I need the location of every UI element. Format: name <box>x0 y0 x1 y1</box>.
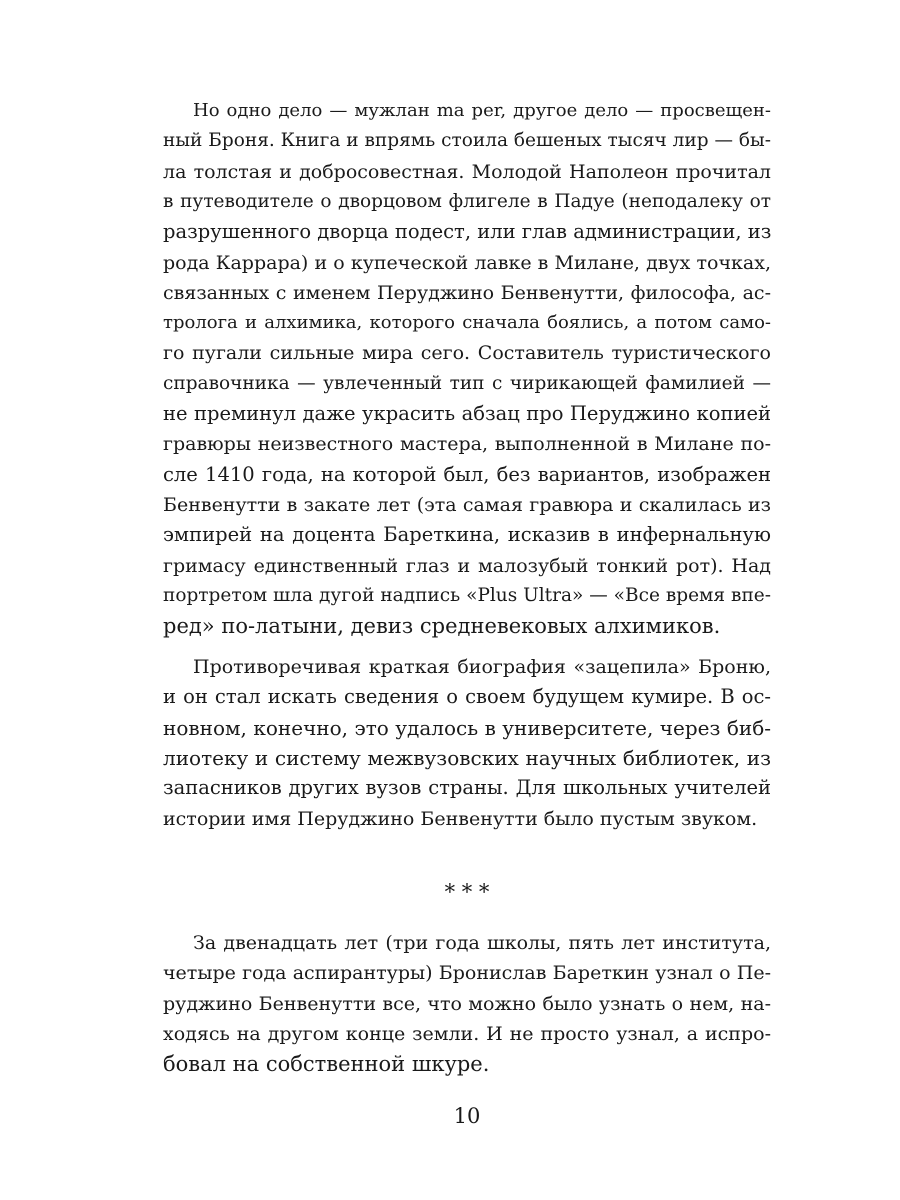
text-line: рода Каррара) и о купеческой лавке в Милане, двух точках, <box>163 251 771 274</box>
text-line: Но одно дело — мужлан ma per, другое дело — просвещен- <box>193 100 771 121</box>
text-line: разрушенного дворца подест, или глав администрации, из <box>163 220 772 244</box>
text-line: ный Броня. Книга и впрямь стоила бешеных тысяч лир — бы- <box>163 130 771 152</box>
section-break: * * * <box>444 880 490 904</box>
text-line: ла толстая и добросовестная. Молодой Наполеон прочитал <box>163 160 771 183</box>
text-line: Бенвенутти в закате лет (эта самая гравюра и скалилась из <box>163 493 771 516</box>
page-number: 10 <box>453 1104 481 1128</box>
text-line: справочника — увлеченный тип с чирикающей фамилией — <box>163 372 771 394</box>
text-line: истории имя Перуджино Бенвенутти было пустым звуком. <box>163 807 758 830</box>
text-line: сле 1410 года, на которой был, без вариантов, изображен <box>163 462 771 486</box>
text-line: гравюры неизвестного мастера, выполненной в Милане по- <box>163 433 771 456</box>
text-line: портретом шла дугой надпись «Plus Ultra» — «Все время впе- <box>163 584 771 606</box>
text-line: гримасу единственный глаз и малозубый тонкий рот). Над <box>163 554 771 577</box>
text-line: ред» по-латыни, девиз средневековых алхимиков. <box>163 614 721 639</box>
text-line: четыре года аспирантуры) Бронислав Бареткин узнал о Пе- <box>163 962 771 985</box>
text-line: эмпирей на доцента Бареткина, исказив в инфернальную <box>163 523 771 547</box>
text-line: Противоречивая краткая биография «зацепила» Броню, <box>193 656 771 678</box>
text-line: За двенадцать лет (три года школы, пять лет института, <box>193 932 771 954</box>
text-line: руджино Бенвенутти все, что можно было узнать о нем, на- <box>163 992 771 1015</box>
text-line: новном, конечно, это удалось в университете, через биб- <box>163 715 771 740</box>
text-line: лиотеку и систему межвузовских научных библиотек, из <box>163 745 771 770</box>
text-line: тролога и алхимика, которого сначала боялись, а потом само- <box>163 312 771 334</box>
text-line: и он стал искать сведения о своем будущем кумире. В ос- <box>163 685 771 709</box>
text-line: го пугали сильные мира сего. Составитель туристического <box>163 342 771 365</box>
text-line: в путеводителе о дворцовом флигеле в Падуе (неподалеку от <box>163 190 771 212</box>
text-line: бовал на собственной шкуре. <box>163 1052 490 1077</box>
text-line: ходясь на другом конце земли. И не просто узнал, а испро- <box>163 1022 771 1045</box>
text-line: запасников других вузов страны. Для школьных учителей <box>163 776 771 800</box>
text-line: не преминул даже украсить абзац про Перуджино копией <box>163 402 771 425</box>
text-line: связанных с именем Перуджино Бенвенутти, философа, ас- <box>163 281 771 304</box>
